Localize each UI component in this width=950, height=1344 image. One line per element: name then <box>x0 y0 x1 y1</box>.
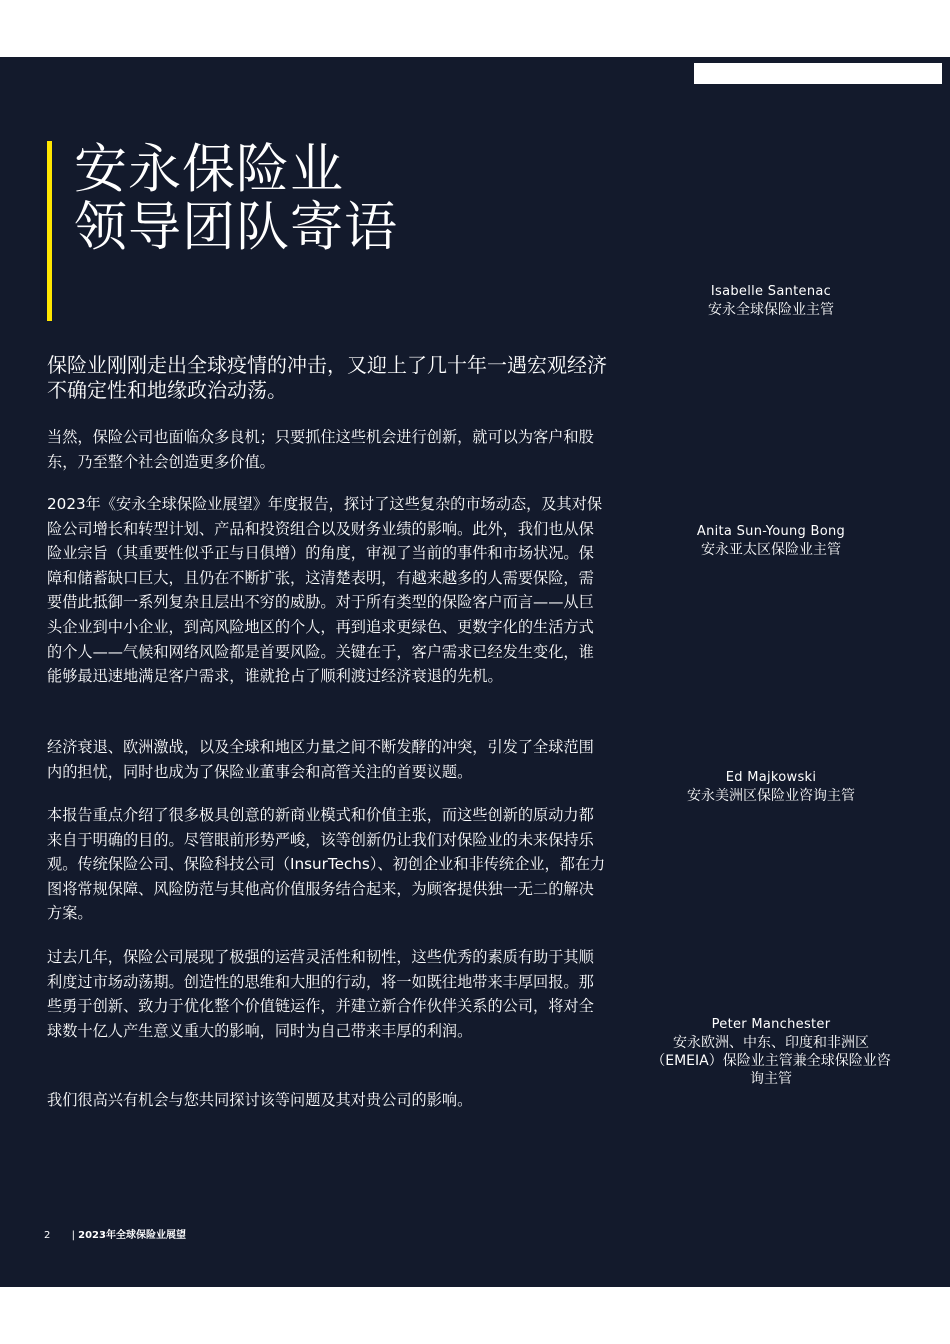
header-white-box <box>694 63 942 84</box>
body-paragraph-1: 当然，保险公司也面临众多良机；只要抓住这些机会进行创新，就可以为客户和股东，乃至整个社会创造更多价值。 <box>47 428 594 471</box>
leader-name: Ed Majkowski <box>725 770 817 785</box>
leader-name: Peter Manchester <box>711 1017 831 1032</box>
title-line-2: 领导团队寄语 <box>74 197 398 258</box>
lead-paragraph: 保险业刚刚走出全球疫情的冲击，又迎上了几十年一遇宏观经济不确定性和地缘政治动荡。 <box>47 353 607 402</box>
footer-separator: | <box>71 1230 75 1241</box>
leader-card-2 <box>650 523 892 559</box>
body-paragraph-2: 2023年《安永全球保险业展望》年度报告，探讨了这些复杂的市场动态，及其对保险公司增长和转型计划、产品和投资组合以及财务业绩的影响。此外，我们也从保险业宗旨（其重要性似乎正与日俱增）的角度，审视了当前的事件和市场状况。保障和储蓄缺口巨大，且仍在不断扩张，这清楚表明，有越来越多的人需要保险，需要借此抵御一系列复杂且层出不穷的威胁。对于所有类型的保险客户而言——从巨头企业到中小企业，到高风险地区的个人，再到追求更绿色、更数字化的生活方式的个人——气候和网络风险都是首要风险。关键在于，客户需求已经发生变化，谁能够最迅速地满足客户需求，谁就抢占了顺利渡过经济衰退的先机。 <box>47 495 603 686</box>
title-line-1: 安永保险业 <box>74 139 344 200</box>
body-paragraph-3: 经济衰退、欧洲激战，以及全球和地区力量之间不断发酵的冲突，引发了全球范围内的担忧，同时也成为了保险业董事会和高管关注的首要议题。 <box>47 738 594 781</box>
leader-name: Isabelle Santenac <box>710 284 832 299</box>
leader-role: 安永欧洲、中东、印度和非洲区（EMEIA）保险业主管兼全球保险业咨询主管 <box>651 1035 891 1087</box>
body-paragraph-6: 我们很高兴有机会与您共同探讨该等问题及其对贵公司的影响。 <box>47 1091 473 1109</box>
body-paragraph-5: 过去几年，保险公司展现了极强的运营灵活性和韧性，这些优秀的素质有助于其顺利度过市场动荡期。创造性的思维和大胆的行动，将一如既往地带来丰厚回报。那些勇于创新、致力于优化整个价值链运作，并建立新合作伙伴关系的公司，将对全球数十亿人产生意义重大的影响，同时为自己带来丰厚的利润。 <box>47 948 594 1040</box>
leader-card-3 <box>650 769 892 805</box>
leader-role: 安永全球保险业主管 <box>708 302 834 318</box>
leader-name: Anita Sun-Young Bong <box>696 524 846 539</box>
page-number: 2 <box>44 1230 51 1241</box>
leader-role: 安永美洲区保险业咨询主管 <box>687 788 855 804</box>
page-footer <box>44 1229 186 1243</box>
dark-panel <box>0 57 950 1287</box>
page-title <box>74 141 398 257</box>
leader-card-4 <box>650 1016 892 1088</box>
body-paragraph-4: 本报告重点介绍了很多极具创意的新商业模式和价值主张，而这些创新的原动力都来自于明确的目的。尽管眼前形势严峻，该等创新仍让我们对保险业的未来保持乐观。传统保险公司、保险科技公司（InsurTechs）、初创企业和非传统企业，都在力图将常规保障、风险防范与其他高价值服务结合起来，为顾客提供独一无二的解决方案。 <box>47 806 606 923</box>
footer-document-title: 2023年全球保险业展望 <box>78 1230 186 1241</box>
leader-card-1 <box>650 283 892 319</box>
title-accent-bar <box>47 141 52 321</box>
leader-role: 安永亚太区保险业主管 <box>701 542 841 558</box>
